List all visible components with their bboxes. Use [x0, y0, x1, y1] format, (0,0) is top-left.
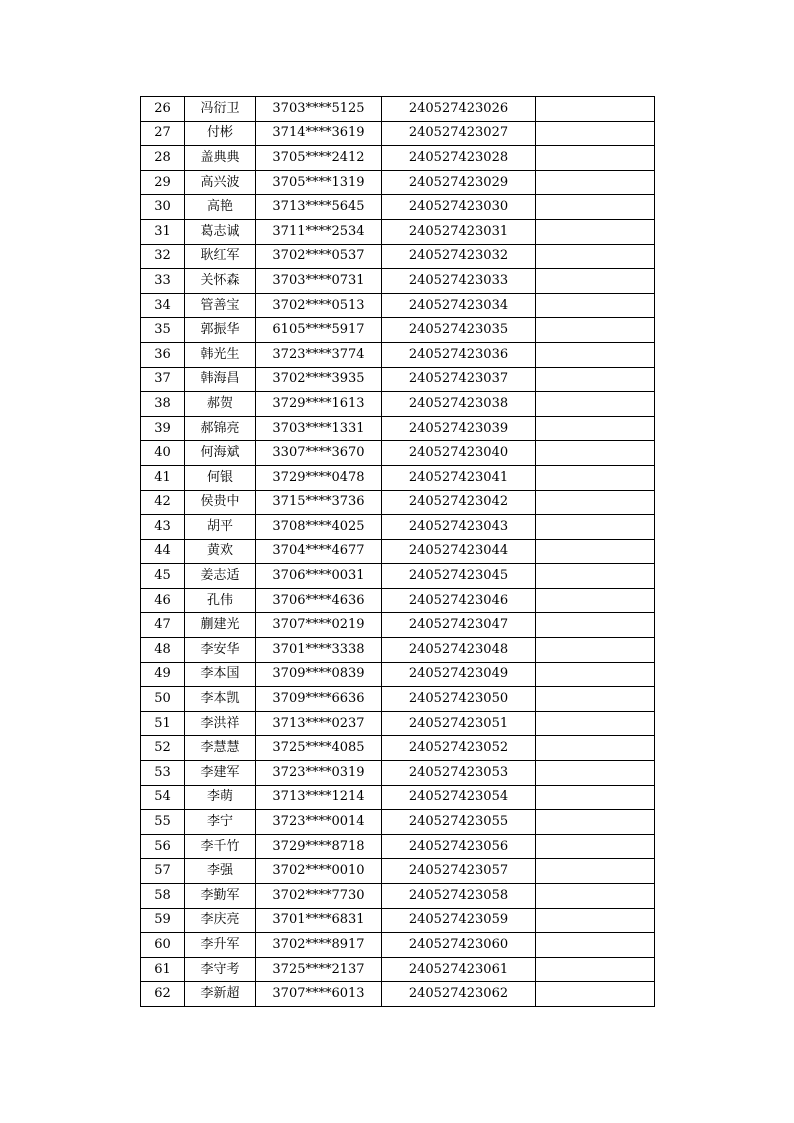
remark-cell	[536, 588, 655, 613]
name-cell: 何海斌	[185, 441, 256, 466]
ticket-number-cell: 240527423056	[382, 834, 536, 859]
remark-cell	[536, 515, 655, 540]
remark-cell	[536, 539, 655, 564]
remark-cell	[536, 761, 655, 786]
row-number-cell: 32	[141, 244, 185, 269]
id-number-cell: 3723****0319	[256, 761, 382, 786]
table-row	[141, 342, 655, 367]
row-number-cell: 59	[141, 908, 185, 933]
name-cell: 盖典典	[185, 146, 256, 171]
row-number-cell: 47	[141, 613, 185, 638]
ticket-number-cell: 240527423028	[382, 146, 536, 171]
remark-cell	[536, 318, 655, 343]
ticket-number-cell: 240527423062	[382, 982, 536, 1007]
id-number-cell: 3702****3935	[256, 367, 382, 392]
table-row	[141, 269, 655, 294]
row-number-cell: 48	[141, 638, 185, 663]
row-number-cell: 49	[141, 662, 185, 687]
row-number-cell: 54	[141, 785, 185, 810]
ticket-number-cell: 240527423026	[382, 97, 536, 122]
remark-cell	[536, 392, 655, 417]
remark-cell	[536, 416, 655, 441]
table-row	[141, 810, 655, 835]
remark-cell	[536, 564, 655, 589]
name-cell: 李升军	[185, 933, 256, 958]
remark-cell	[536, 244, 655, 269]
id-number-cell: 3723****3774	[256, 342, 382, 367]
remark-cell	[536, 342, 655, 367]
id-number-cell: 3703****0731	[256, 269, 382, 294]
row-number-cell: 57	[141, 859, 185, 884]
name-cell: 郝锦亮	[185, 416, 256, 441]
table-row	[141, 244, 655, 269]
table-row	[141, 711, 655, 736]
id-number-cell: 3713****0237	[256, 711, 382, 736]
ticket-number-cell: 240527423049	[382, 662, 536, 687]
id-number-cell: 3706****0031	[256, 564, 382, 589]
roster-table	[140, 96, 655, 1007]
row-number-cell: 62	[141, 982, 185, 1007]
table-row	[141, 219, 655, 244]
row-number-cell: 30	[141, 195, 185, 220]
row-number-cell: 58	[141, 884, 185, 909]
row-number-cell: 39	[141, 416, 185, 441]
ticket-number-cell: 240527423058	[382, 884, 536, 909]
id-number-cell: 3729****8718	[256, 834, 382, 859]
id-number-cell: 3701****3338	[256, 638, 382, 663]
table-row	[141, 170, 655, 195]
ticket-number-cell: 240527423052	[382, 736, 536, 761]
table-row	[141, 367, 655, 392]
name-cell: 关怀森	[185, 269, 256, 294]
remark-cell	[536, 441, 655, 466]
name-cell: 李宁	[185, 810, 256, 835]
ticket-number-cell: 240527423042	[382, 490, 536, 515]
id-number-cell: 3725****4085	[256, 736, 382, 761]
name-cell: 李萌	[185, 785, 256, 810]
row-number-cell: 45	[141, 564, 185, 589]
remark-cell	[536, 367, 655, 392]
remark-cell	[536, 687, 655, 712]
ticket-number-cell: 240527423061	[382, 957, 536, 982]
id-number-cell: 3702****0537	[256, 244, 382, 269]
table-row	[141, 146, 655, 171]
id-number-cell: 3702****0513	[256, 293, 382, 318]
ticket-number-cell: 240527423036	[382, 342, 536, 367]
name-cell: 李新超	[185, 982, 256, 1007]
table-row	[141, 564, 655, 589]
row-number-cell: 51	[141, 711, 185, 736]
table-row	[141, 638, 655, 663]
id-number-cell: 3702****7730	[256, 884, 382, 909]
ticket-number-cell: 240527423047	[382, 613, 536, 638]
id-number-cell: 3701****6831	[256, 908, 382, 933]
remark-cell	[536, 146, 655, 171]
name-cell: 姜志适	[185, 564, 256, 589]
remark-cell	[536, 121, 655, 146]
row-number-cell: 50	[141, 687, 185, 712]
table-row	[141, 613, 655, 638]
ticket-number-cell: 240527423041	[382, 465, 536, 490]
table-row	[141, 736, 655, 761]
ticket-number-cell: 240527423043	[382, 515, 536, 540]
name-cell: 李庆亮	[185, 908, 256, 933]
id-number-cell: 3725****2137	[256, 957, 382, 982]
remark-cell	[536, 97, 655, 122]
id-number-cell: 3706****4636	[256, 588, 382, 613]
name-cell: 韩光生	[185, 342, 256, 367]
table-row	[141, 441, 655, 466]
id-number-cell: 3705****2412	[256, 146, 382, 171]
row-number-cell: 53	[141, 761, 185, 786]
id-number-cell: 3709****6636	[256, 687, 382, 712]
name-cell: 李洪祥	[185, 711, 256, 736]
id-number-cell: 3723****0014	[256, 810, 382, 835]
table-row	[141, 97, 655, 122]
remark-cell	[536, 613, 655, 638]
id-number-cell: 3307****3670	[256, 441, 382, 466]
row-number-cell: 35	[141, 318, 185, 343]
name-cell: 郝贺	[185, 392, 256, 417]
name-cell: 冯衍卫	[185, 97, 256, 122]
ticket-number-cell: 240527423051	[382, 711, 536, 736]
id-number-cell: 3707****0219	[256, 613, 382, 638]
ticket-number-cell: 240527423039	[382, 416, 536, 441]
row-number-cell: 52	[141, 736, 185, 761]
ticket-number-cell: 240527423055	[382, 810, 536, 835]
name-cell: 侯贵中	[185, 490, 256, 515]
table-row	[141, 859, 655, 884]
remark-cell	[536, 785, 655, 810]
row-number-cell: 41	[141, 465, 185, 490]
table-row	[141, 982, 655, 1007]
name-cell: 葛志诚	[185, 219, 256, 244]
ticket-number-cell: 240527423054	[382, 785, 536, 810]
remark-cell	[536, 195, 655, 220]
name-cell: 李千竹	[185, 834, 256, 859]
row-number-cell: 61	[141, 957, 185, 982]
id-number-cell: 3703****1331	[256, 416, 382, 441]
ticket-number-cell: 240527423048	[382, 638, 536, 663]
ticket-number-cell: 240527423044	[382, 539, 536, 564]
id-number-cell: 3705****1319	[256, 170, 382, 195]
id-number-cell: 3713****5645	[256, 195, 382, 220]
ticket-number-cell: 240527423027	[382, 121, 536, 146]
remark-cell	[536, 269, 655, 294]
row-number-cell: 42	[141, 490, 185, 515]
ticket-number-cell: 240527423046	[382, 588, 536, 613]
ticket-number-cell: 240527423040	[382, 441, 536, 466]
ticket-number-cell: 240527423029	[382, 170, 536, 195]
row-number-cell: 44	[141, 539, 185, 564]
row-number-cell: 60	[141, 933, 185, 958]
roster-table-body	[141, 97, 655, 1007]
id-number-cell: 3703****5125	[256, 97, 382, 122]
ticket-number-cell: 240527423050	[382, 687, 536, 712]
table-row	[141, 908, 655, 933]
name-cell: 李本国	[185, 662, 256, 687]
id-number-cell: 3702****0010	[256, 859, 382, 884]
name-cell: 耿红军	[185, 244, 256, 269]
ticket-number-cell: 240527423059	[382, 908, 536, 933]
remark-cell	[536, 219, 655, 244]
name-cell: 李本凯	[185, 687, 256, 712]
name-cell: 何银	[185, 465, 256, 490]
row-number-cell: 55	[141, 810, 185, 835]
table-row	[141, 392, 655, 417]
remark-cell	[536, 170, 655, 195]
id-number-cell: 3729****0478	[256, 465, 382, 490]
name-cell: 孔伟	[185, 588, 256, 613]
remark-cell	[536, 908, 655, 933]
id-number-cell: 3707****6013	[256, 982, 382, 1007]
remark-cell	[536, 884, 655, 909]
ticket-number-cell: 240527423033	[382, 269, 536, 294]
row-number-cell: 34	[141, 293, 185, 318]
ticket-number-cell: 240527423037	[382, 367, 536, 392]
remark-cell	[536, 662, 655, 687]
ticket-number-cell: 240527423053	[382, 761, 536, 786]
name-cell: 郭振华	[185, 318, 256, 343]
remark-cell	[536, 859, 655, 884]
name-cell: 高艳	[185, 195, 256, 220]
name-cell: 李安华	[185, 638, 256, 663]
name-cell: 黄欢	[185, 539, 256, 564]
table-row	[141, 121, 655, 146]
row-number-cell: 40	[141, 441, 185, 466]
name-cell: 胡平	[185, 515, 256, 540]
id-number-cell: 3704****4677	[256, 539, 382, 564]
id-number-cell: 3708****4025	[256, 515, 382, 540]
name-cell: 付彬	[185, 121, 256, 146]
remark-cell	[536, 982, 655, 1007]
id-number-cell: 3714****3619	[256, 121, 382, 146]
row-number-cell: 33	[141, 269, 185, 294]
table-row	[141, 662, 655, 687]
table-row	[141, 195, 655, 220]
ticket-number-cell: 240527423035	[382, 318, 536, 343]
row-number-cell: 26	[141, 97, 185, 122]
name-cell: 韩海昌	[185, 367, 256, 392]
name-cell: 李强	[185, 859, 256, 884]
id-number-cell: 3702****8917	[256, 933, 382, 958]
remark-cell	[536, 834, 655, 859]
table-row	[141, 834, 655, 859]
remark-cell	[536, 810, 655, 835]
table-row	[141, 293, 655, 318]
ticket-number-cell: 240527423032	[382, 244, 536, 269]
table-row	[141, 416, 655, 441]
remark-cell	[536, 957, 655, 982]
remark-cell	[536, 711, 655, 736]
id-number-cell: 3709****0839	[256, 662, 382, 687]
remark-cell	[536, 736, 655, 761]
remark-cell	[536, 490, 655, 515]
remark-cell	[536, 293, 655, 318]
table-row	[141, 490, 655, 515]
table-row	[141, 465, 655, 490]
table-row	[141, 515, 655, 540]
name-cell: 李慧慧	[185, 736, 256, 761]
row-number-cell: 46	[141, 588, 185, 613]
table-row	[141, 588, 655, 613]
name-cell: 李守考	[185, 957, 256, 982]
row-number-cell: 29	[141, 170, 185, 195]
ticket-number-cell: 240527423045	[382, 564, 536, 589]
row-number-cell: 43	[141, 515, 185, 540]
row-number-cell: 56	[141, 834, 185, 859]
ticket-number-cell: 240527423031	[382, 219, 536, 244]
id-number-cell: 3729****1613	[256, 392, 382, 417]
ticket-number-cell: 240527423057	[382, 859, 536, 884]
row-number-cell: 28	[141, 146, 185, 171]
remark-cell	[536, 933, 655, 958]
row-number-cell: 27	[141, 121, 185, 146]
id-number-cell: 3711****2534	[256, 219, 382, 244]
row-number-cell: 37	[141, 367, 185, 392]
table-row	[141, 785, 655, 810]
table-row	[141, 539, 655, 564]
ticket-number-cell: 240527423030	[382, 195, 536, 220]
remark-cell	[536, 638, 655, 663]
id-number-cell: 6105****5917	[256, 318, 382, 343]
table-row	[141, 884, 655, 909]
name-cell: 蒯建光	[185, 613, 256, 638]
row-number-cell: 38	[141, 392, 185, 417]
name-cell: 管善宝	[185, 293, 256, 318]
remark-cell	[536, 465, 655, 490]
id-number-cell: 3715****3736	[256, 490, 382, 515]
table-row	[141, 318, 655, 343]
ticket-number-cell: 240527423038	[382, 392, 536, 417]
table-row	[141, 957, 655, 982]
ticket-number-cell: 240527423034	[382, 293, 536, 318]
table-row	[141, 933, 655, 958]
id-number-cell: 3713****1214	[256, 785, 382, 810]
name-cell: 李建军	[185, 761, 256, 786]
ticket-number-cell: 240527423060	[382, 933, 536, 958]
name-cell: 李勤军	[185, 884, 256, 909]
row-number-cell: 36	[141, 342, 185, 367]
name-cell: 高兴波	[185, 170, 256, 195]
row-number-cell: 31	[141, 219, 185, 244]
table-row	[141, 761, 655, 786]
table-row	[141, 687, 655, 712]
